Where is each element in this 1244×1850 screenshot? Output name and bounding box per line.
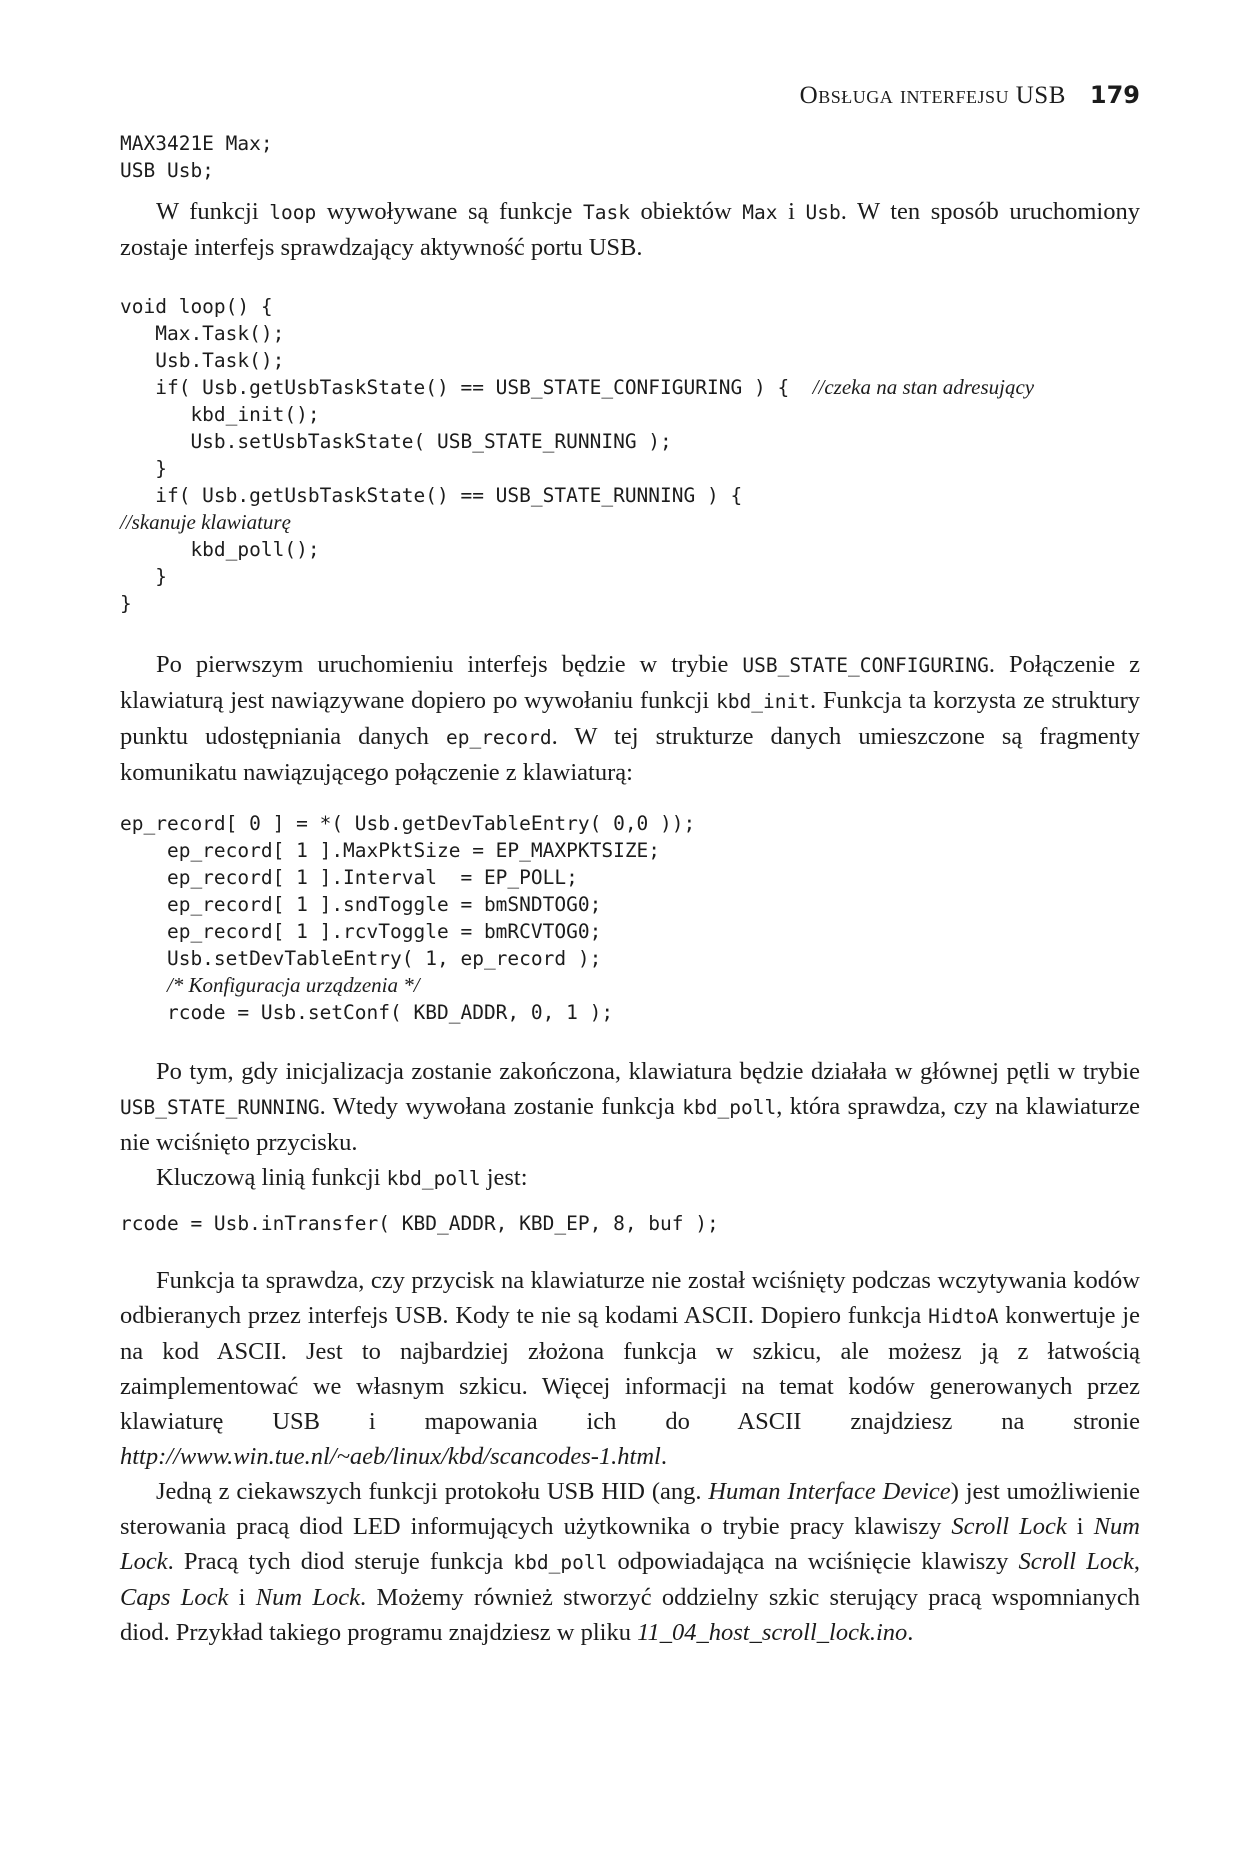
inline-code: kbd_poll xyxy=(513,1551,608,1574)
file-name: 11_04_host_scroll_lock.ino xyxy=(637,1619,908,1646)
paragraph-ascii: Funkcja ta sprawdza, czy przycisk na klawiaturze nie został wciśnięty podczas wczytywania kodów odbieranych przez interfejs USB. Kody te nie są kodami ASCII. Dopiero funkcja HidtoA konwertuje je na kod ASCII. Jest to najbardziej złożona funkcja w szkicu, ale możesz ją z łatwością zaimplementować we własnym szkicu. Więcej informacji na temat kodów generowanych przez klawiaturę USB i mapowania ich do ASCII znajdziesz na stronie http://www.win.tue.nl/~aeb/linux/kbd/scancodes-1.html. xyxy=(120,1267,1140,1470)
code-line: if( Usb.getUsbTaskState() == USB_STATE_RUNNING ) { xyxy=(120,484,743,507)
inline-code: Usb xyxy=(805,201,841,224)
code-line: ep_record[ 0 ] = *( Usb.getDevTableEntry( 0,0 )); xyxy=(120,812,696,835)
code-comment: /* Konfiguracja urządzenia */ xyxy=(166,973,420,997)
code-line: Usb.setUsbTaskState( USB_STATE_RUNNING ); xyxy=(120,430,672,453)
code-line: void loop() { xyxy=(120,295,273,318)
code-line: Usb.setDevTableEntry( 1, ep_record ); xyxy=(120,947,602,970)
code-line xyxy=(120,972,1140,999)
code-line: USB Usb; xyxy=(120,159,214,182)
page-number: 179 xyxy=(1089,81,1140,109)
section-title: Obsługa interfejsu USB xyxy=(799,82,1066,109)
code-line: kbd_init(); xyxy=(120,403,320,426)
paragraph-running: Po tym, gdy inicjalizacja zostanie zakończona, klawiatura będzie działała w głównej pętli w trybie USB_STATE_RUNNING. Wtedy wywołana zostanie funkcja kbd_poll, która sprawdza, czy na klawiaturze nie wciśnięto przycisku. xyxy=(120,1058,1140,1156)
code-line: } xyxy=(120,457,167,480)
code-block-intransfer xyxy=(120,1210,1140,1237)
inline-code: ep_record xyxy=(445,726,552,749)
code-line: Usb.Task(); xyxy=(120,349,285,372)
inline-code: kbd_poll xyxy=(682,1096,777,1119)
code-comment: //czeka na stan adresujący xyxy=(812,375,1035,399)
inline-code: HidtoA xyxy=(928,1305,999,1328)
running-header xyxy=(120,78,1140,112)
code-line: ep_record[ 1 ].Interval = EP_POLL; xyxy=(120,866,578,889)
inline-code: kbd_init xyxy=(716,690,810,713)
inline-code: USB_STATE_CONFIGURING xyxy=(742,654,989,677)
paragraph-loop-intro: W funkcji loop wywoływane są funkcje Task obiektów Max i Usb. W ten sposób uruchomiony zostaje interfejs sprawdzający aktywność portu USB. xyxy=(120,198,1140,261)
code-line: ep_record[ 1 ].MaxPktSize = EP_MAXPKTSIZE; xyxy=(120,839,661,862)
code-line: } xyxy=(120,592,132,615)
code-line: MAX3421E Max; xyxy=(120,132,273,155)
inline-code: kbd_poll xyxy=(386,1167,481,1190)
code-line: if( Usb.getUsbTaskState() == USB_STATE_CONFIGURING ) { //czeka na stan adresujący xyxy=(120,375,1035,399)
inline-code: Max xyxy=(742,201,778,224)
code-line: Max.Task(); xyxy=(120,322,285,345)
paragraph-key-line: Kluczową linią funkcji kbd_poll jest: xyxy=(156,1164,528,1191)
code-block-loop xyxy=(120,293,1140,617)
code-line: kbd_poll(); xyxy=(120,538,320,561)
code-line: } xyxy=(120,565,167,588)
inline-code: USB_STATE_RUNNING xyxy=(120,1096,320,1119)
code-comment: //skanuje klawiaturę xyxy=(120,510,291,534)
inline-code: Task xyxy=(582,201,630,224)
inline-code: loop xyxy=(269,201,317,224)
reference-url: http://www.win.tue.nl/~aeb/linux/kbd/scancodes-1.html xyxy=(120,1443,661,1470)
code-line xyxy=(120,509,1140,536)
paragraph-hid-leds: Jedną z ciekawszych funkcji protokołu USB HID (ang. Human Interface Device) jest umożliwienie sterowania pracą diod LED informujących użytkownika o trybie pracy klawiszy Scroll Lock i Num Lock. Pracą tych diod steruje funkcja kbd_poll odpowiadająca na wciśnięcie klawiszy Scroll Lock, Caps Lock i Num Lock. Możemy również stworzyć oddzielny szkic sterujący pracą wspomnianych diod. Przykład takiego programu znajdziesz w pliku 11_04_host_scroll_lock.ino. xyxy=(120,1478,1140,1646)
page-content xyxy=(120,130,1140,1650)
paragraph-configuring: Po pierwszym uruchomieniu interfejs będzie w trybie USB_STATE_CONFIGURING. Połączenie z klawiaturą jest nawiązywane dopiero po wywołaniu funkcji kbd_init. Funkcja ta korzysta ze struktury punktu udostępniania danych ep_record. W tej strukturze danych umieszczone są fragmenty komunikatu nawiązującego połączenie z klawiaturą: xyxy=(120,651,1141,786)
code-block-ep-record xyxy=(120,810,1140,1026)
code-line: ep_record[ 1 ].rcvToggle = bmRCVTOG0; xyxy=(120,920,602,943)
code-line: rcode = Usb.inTransfer( KBD_ADDR, KBD_EP, 8, buf ); xyxy=(120,1212,719,1235)
code-block-declarations xyxy=(120,130,1140,184)
code-line: rcode = Usb.setConf( KBD_ADDR, 0, 1 ); xyxy=(120,1001,614,1024)
code-line: ep_record[ 1 ].sndToggle = bmSNDTOG0; xyxy=(120,893,602,916)
